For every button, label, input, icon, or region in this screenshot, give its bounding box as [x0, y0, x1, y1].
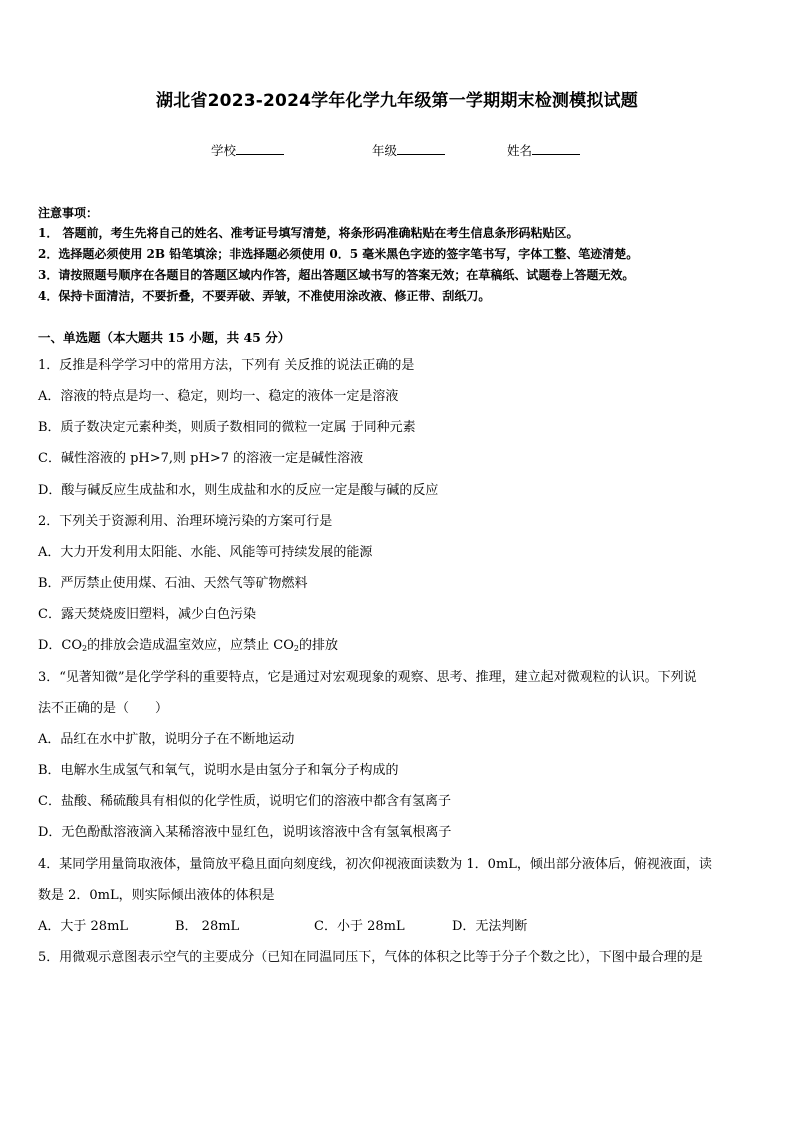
- q2-d-subscript-1: 2: [82, 644, 88, 653]
- q2-d-text-3: 的排放: [298, 638, 338, 653]
- q3-stem-line-2: 法不正确的是（ ）: [38, 701, 169, 716]
- q4-option-a: A．大于 28mL: [38, 919, 129, 934]
- q4-stem-line-2: 数是 2．0mL，则实际倾出液体的体积是: [38, 888, 275, 903]
- q1-option-d: D．酸与碱反应生成盐和水，则生成盐和水的反应一定是酸与碱的反应: [38, 483, 439, 498]
- q4-option-c: C．小于 28mL: [314, 919, 405, 934]
- note-item-4: 4．保持卡面清洁，不要折叠，不要弄破、弄皱，不准使用涂改液、修正带、刮纸刀。: [38, 289, 491, 303]
- q4-stem-line-1: 4．某同学用量筒取液体，量筒放平稳且面向刻度线，初次仰视液面读数为 1．0mL，倾出部分液体后，俯视液面，读: [38, 857, 712, 872]
- name-blank: [532, 142, 580, 155]
- q1-option-a: A．溶液的特点是均一、稳定，则均一、稳定的液体一定是溶液: [38, 389, 399, 404]
- name-field: [507, 141, 580, 159]
- q3-option-c: C．盐酸、稀硫酸具有相似的化学性质，说明它们的溶液中都含有氢离子: [38, 794, 451, 809]
- note-item-2: 2．选择题必须使用 2B 铅笔填涂；非选择题必须使用 0．5 毫米黑色字迹的签字笔书写，字体工整、笔迹清楚。: [38, 247, 639, 261]
- grade-field: [372, 141, 445, 159]
- q2-d-text-1: D．CO: [38, 638, 83, 653]
- section-heading: 一、单选题（本大题共 15 小题，共 45 分）: [38, 330, 291, 345]
- grade-blank: [397, 142, 445, 155]
- q2-d-subscript-2: 2: [293, 644, 299, 653]
- note-item-3: 3．请按照题号顺序在各题目的答题区域内作答，超出答题区域书写的答案无效；在草稿纸、试题卷上答题无效。: [38, 268, 635, 282]
- grade-label: 年级: [372, 143, 398, 158]
- q1-option-b: B．质子数决定元素种类，则质子数相同的微粒一定属 于同种元素: [38, 420, 416, 435]
- q2-option-a: A．大力开发利用太阳能、水能、风能等可持续发展的能源: [38, 545, 373, 560]
- q4-option-d: D．无法判断: [452, 919, 528, 934]
- q2-option-d: [38, 634, 338, 653]
- q2-stem: 2．下列关于资源利用、治理环境污染的方案可行是: [38, 514, 333, 529]
- q5-stem: 5．用微观示意图表示空气的主要成分（已知在同温同压下，气体的体积之比等于分子个数之比），下图中最合理的是: [38, 950, 703, 965]
- q1-option-c: C．碱性溶液的 pH>7,则 pH>7 的溶液一定是碱性溶液: [38, 451, 364, 466]
- q3-stem-line-1: 3．“见著知微”是化学学科的重要特点，它是通过对宏观现象的观察、思考、推理，建立起对微观粒的认识。下列说: [38, 670, 697, 685]
- school-blank: [236, 142, 284, 155]
- q1-stem: 1．反推是科学学习中的常用方法，下列有 关反推的说法正确的是: [38, 358, 415, 373]
- q3-option-b: B．电解水生成氢气和氧气，说明水是由氢分子和氧分子构成的: [38, 763, 399, 778]
- q4-option-b: B． 28mL: [175, 919, 240, 934]
- q2-option-c: C．露天焚烧废旧塑料，减少白色污染: [38, 607, 256, 622]
- q2-option-b: B．严厉禁止使用煤、石油、天然气等矿物燃料: [38, 576, 308, 591]
- school-field: [211, 141, 284, 159]
- page-title: 湖北省2023-2024学年化学九年级第一学期期末检测模拟试题: [156, 91, 638, 111]
- q3-option-a: A．品红在水中扩散，说明分子在不断地运动: [38, 732, 295, 747]
- school-label: 学校: [211, 143, 237, 158]
- note-item-1: 1． 答题前，考生先将自己的姓名、准考证号填写清楚，将条形码准确粘贴在考生信息条形码粘贴区。: [38, 226, 579, 240]
- name-label: 姓名: [507, 143, 533, 158]
- q3-option-d: D．无色酚酞溶液滴入某稀溶液中显红色，说明该溶液中含有氢氧根离子: [38, 825, 452, 840]
- q2-d-text-2: 的排放会造成温室效应，应禁止 CO: [87, 638, 294, 653]
- notes-heading: 注意事项：: [38, 206, 99, 220]
